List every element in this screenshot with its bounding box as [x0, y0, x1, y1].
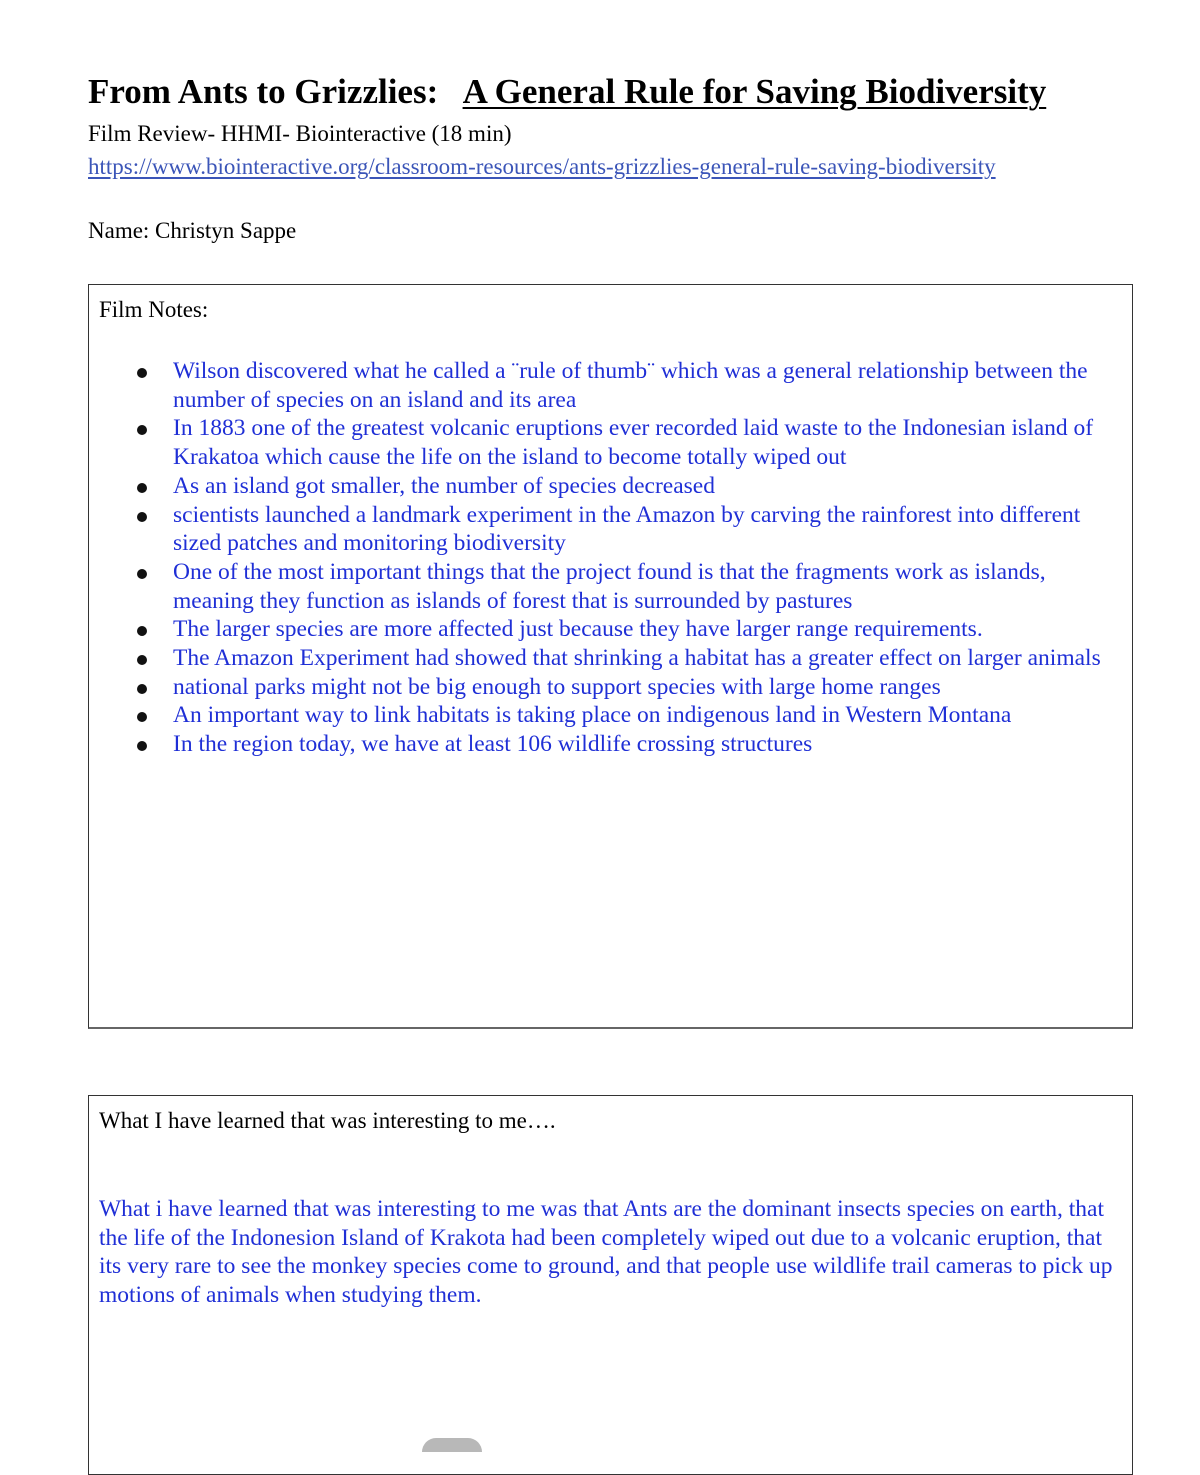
list-item: national parks might not be big enough to support species with large home ranges	[173, 673, 1128, 702]
list-item: Wilson discovered what he called a ¨rule of thumb¨ which was a general relationship between the number of species on an island and its area	[173, 357, 1128, 414]
list-item: As an island got smaller, the number of species decreased	[173, 472, 1128, 501]
learned-answer: What i have learned that was interesting to me was that Ants are the dominant insects species on earth, that the life of the Indonesion Island of Krakota had been completely wiped out due to a volcanic eruption, that its very rare to see the monkey species come to ground, and that people use wildlife trail cameras to pick up motions of animals when studying them.	[99, 1196, 1113, 1309]
bullet-icon	[137, 684, 147, 694]
student-name: Name: Christyn Sappe	[88, 218, 297, 243]
list-item: The larger species are more affected just because they have larger range requirements.	[173, 615, 1128, 644]
bullet-icon	[137, 655, 147, 665]
bullet-icon	[137, 368, 147, 378]
title-underlined: A General Rule for Saving Biodiversity	[462, 72, 1047, 111]
bullet-icon	[137, 425, 147, 435]
bullet-icon	[137, 569, 147, 579]
list-item: One of the most important things that the project found is that the fragments work as islands, meaning they function as islands of forest that is surrounded by pastures	[173, 558, 1128, 615]
bullet-icon	[137, 483, 147, 493]
scroll-indicator[interactable]	[422, 1438, 482, 1452]
bullet-icon	[137, 712, 147, 722]
title-prefix: From Ants to Grizzlies:	[88, 72, 439, 111]
film-notes-heading: Film Notes:	[99, 297, 209, 322]
subtitle: Film Review- HHMI- Biointeractive (18 min)	[88, 121, 512, 146]
learned-box[interactable]	[88, 1095, 1133, 1475]
list-item: In 1883 one of the greatest volcanic eruptions ever recorded laid waste to the Indonesian island of Krakatoa which cause the life on the island to become totally wiped out	[173, 414, 1128, 471]
bullet-icon	[137, 512, 147, 522]
film-notes-list	[173, 357, 1128, 759]
resource-link[interactable]: https://www.biointeractive.org/classroom-resources/ants-grizzlies-general-rule-saving-biodiversity	[88, 154, 996, 179]
page-title	[88, 70, 1046, 114]
list-item: An important way to link habitats is taking place on indigenous land in Western Montana	[173, 701, 1128, 730]
list-item: The Amazon Experiment had showed that shrinking a habitat has a greater effect on larger animals	[173, 644, 1128, 673]
bullet-icon	[137, 626, 147, 636]
learned-heading: What I have learned that was interesting to me….	[99, 1108, 556, 1133]
list-item: scientists launched a landmark experiment in the Amazon by carving the rainforest into different sized patches and monitoring biodiversity	[173, 501, 1128, 558]
bullet-icon	[137, 741, 147, 751]
list-item: In the region today, we have at least 106 wildlife crossing structures	[173, 730, 1128, 759]
film-notes-box[interactable]	[88, 284, 1133, 1029]
